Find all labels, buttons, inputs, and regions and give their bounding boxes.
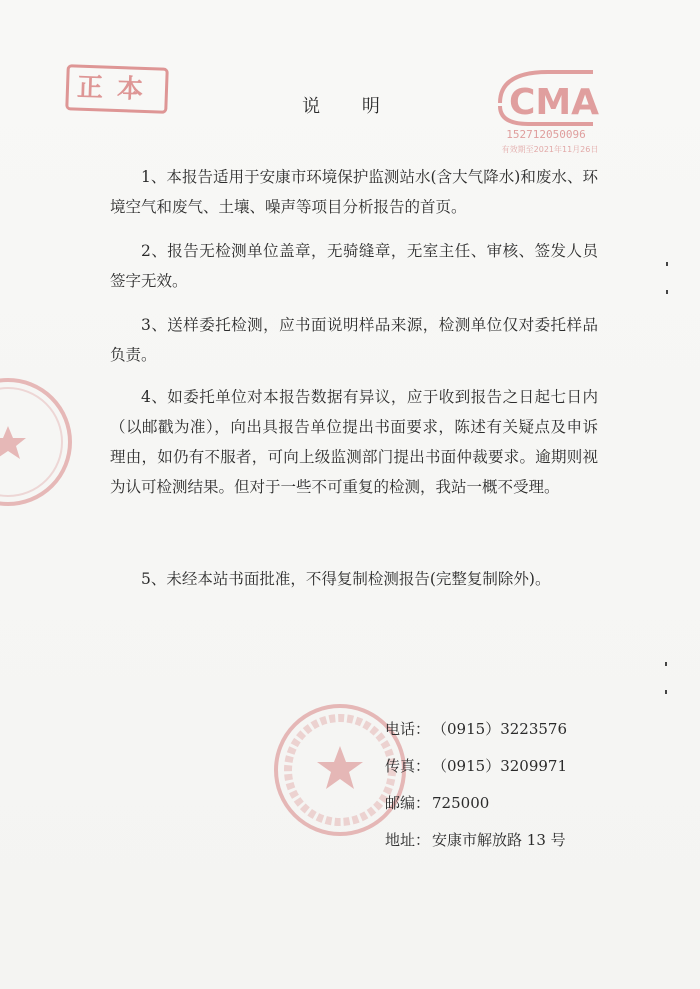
phone-value: （0915）3223576 (432, 720, 567, 738)
original-copy-stamp-text: 正本 (76, 72, 158, 106)
clause-4: 4、如委托单位对本报告数据有异议，应于收到报告之日起七日内（以邮戳为准），向出具报告单位提出书面要求，陈述有关疑点及申诉理由，如仍有不服者，可向上级监测部门提出书面仲裁要求。逾期则视为认可检测结果。但对于一些不可重复的检测，我站一概不受理。 (110, 388, 598, 496)
cma-logo-text: CMA (508, 82, 600, 123)
postcode-value: 725000 (432, 794, 490, 812)
clause-1: 1、本报告适用于安康市环境保护监测站水(含大气降水)和废水、环境空气和废气、土壤、噪声等项目分析报告的首页。 (110, 168, 598, 216)
fax-value: （0915）3209971 (432, 757, 567, 775)
postcode-label: 邮编： (385, 794, 431, 812)
cma-validity-text: 有效期至2021年11月26日 (501, 145, 599, 154)
address-value: 安康市解放路 13 号 (432, 831, 566, 849)
contact-phone (385, 718, 567, 739)
clause-3: 3、送样委托检测，应书面说明样品来源，检测单位仅对委托样品负责。 (110, 316, 598, 364)
fax-label: 传真： (385, 757, 431, 775)
binding-mark (666, 262, 668, 266)
document-title: 说 明 (302, 96, 398, 117)
contact-fax (385, 755, 567, 776)
seal-left-icon (0, 374, 76, 510)
contact-postcode (385, 792, 489, 813)
contact-address (385, 829, 566, 850)
address-label: 地址： (385, 831, 431, 849)
binding-mark (666, 290, 668, 294)
clause-5: 5、未经本站书面批准，不得复制检测报告(完整复制除外)。 (141, 570, 551, 588)
cma-number-text: 152712050096 (506, 128, 586, 141)
binding-mark (665, 662, 667, 666)
clause-2: 2、报告无检测单位盖章，无骑缝章，无室主任、审核、签发人员签字无效。 (110, 242, 598, 290)
binding-mark (665, 690, 667, 694)
phone-label: 电话： (385, 720, 431, 738)
